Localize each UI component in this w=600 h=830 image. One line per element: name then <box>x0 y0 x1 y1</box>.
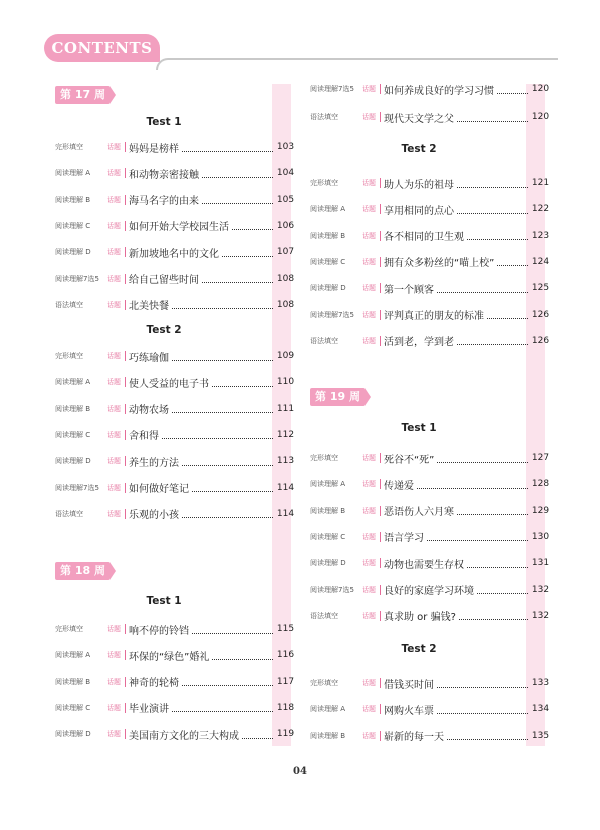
tag-divider <box>380 731 381 741</box>
section-type: 阅读理解 C <box>55 703 91 712</box>
section-type: 阅读理解 A <box>310 705 346 714</box>
section-type: 语法填空 <box>310 336 338 345</box>
page-number: 04 <box>293 766 307 777</box>
toc-row[interactable] <box>55 348 295 364</box>
entry-page: 132 <box>531 584 550 595</box>
tag-divider <box>125 456 126 466</box>
topic-tag: 话题 <box>107 352 121 360</box>
entry-title: 舍和得 <box>129 431 159 443</box>
section-type: 阅读理解 A <box>310 205 346 214</box>
section-type: 阅读理解 C <box>55 221 91 230</box>
entry-title: 拥有众多粉丝的“喵上校” <box>384 258 495 270</box>
tag-divider <box>380 178 381 188</box>
section-type: 阅读理解 B <box>310 506 346 515</box>
toc-row[interactable] <box>55 271 295 287</box>
test-heading: Test 1 <box>401 422 437 434</box>
dot-leader <box>459 611 528 620</box>
dot-leader <box>182 143 273 152</box>
tag-divider <box>380 532 381 542</box>
section-type: 阅读理解 B <box>310 731 346 740</box>
topic-tag: 话题 <box>362 532 376 541</box>
toc-row[interactable] <box>55 480 295 496</box>
tag-divider <box>380 310 381 320</box>
toc-row[interactable] <box>310 728 550 744</box>
topic-tag: 话题 <box>107 169 121 178</box>
tag-divider <box>380 506 381 516</box>
section-type: 完形填空 <box>310 179 338 187</box>
entry-page: 126 <box>531 309 550 320</box>
section-type: 完形填空 <box>55 352 83 360</box>
dot-leader <box>172 300 273 309</box>
entry-page: 110 <box>276 377 295 388</box>
dot-leader <box>437 284 528 293</box>
toc-row[interactable] <box>55 297 295 313</box>
toc-row[interactable] <box>55 244 295 260</box>
tag-divider <box>125 274 126 284</box>
section-type: 完形填空 <box>55 625 83 633</box>
entry-page: 103 <box>276 142 295 152</box>
entry-page: 128 <box>531 479 550 490</box>
topic-tag: 话题 <box>107 651 121 660</box>
section-type: 语法填空 <box>55 509 83 518</box>
topic-tag: 话题 <box>362 611 376 620</box>
entry-title: 动物农场 <box>129 405 169 417</box>
entry-page: 129 <box>531 505 550 516</box>
dot-leader <box>242 730 273 739</box>
dot-leader <box>457 506 528 515</box>
entry-page: 114 <box>276 508 295 519</box>
toc-row[interactable] <box>310 109 550 125</box>
dot-leader <box>222 248 273 257</box>
topic-tag: 话题 <box>362 679 376 687</box>
toc-row[interactable] <box>310 307 550 323</box>
entry-page: 119 <box>276 729 295 740</box>
dot-leader <box>487 310 528 319</box>
entry-page: 126 <box>531 335 550 346</box>
topic-tag: 话题 <box>362 506 376 515</box>
entry-title: 妈妈是榜样 <box>129 143 179 155</box>
toc-row[interactable] <box>55 427 295 443</box>
entry-page: 120 <box>531 112 550 122</box>
test-heading: Test 1 <box>146 595 182 607</box>
dot-leader <box>192 625 273 634</box>
topic-tag: 话题 <box>362 85 376 93</box>
entry-page: 116 <box>276 650 295 661</box>
topic-tag: 话题 <box>362 705 376 714</box>
dot-leader <box>202 169 273 178</box>
entry-title: 良好的家庭学习环境 <box>384 586 474 597</box>
entry-page: 124 <box>531 256 550 267</box>
toc-row[interactable] <box>55 726 295 742</box>
dot-leader <box>192 483 273 492</box>
entry-page: 106 <box>276 220 295 231</box>
entry-page: 131 <box>531 558 550 569</box>
test-heading: Test 2 <box>401 643 437 655</box>
entry-title: 如何做好笔记 <box>129 484 189 495</box>
entry-page: 123 <box>531 230 550 241</box>
tag-divider <box>125 729 126 739</box>
toc-row[interactable] <box>310 81 550 97</box>
entry-title: 崭新的每一天 <box>384 732 444 744</box>
toc-row[interactable] <box>55 139 295 155</box>
tag-divider <box>125 300 126 310</box>
section-type: 阅读理解 D <box>55 248 91 257</box>
entry-page: 125 <box>531 283 550 294</box>
toc-row[interactable] <box>55 674 295 690</box>
topic-tag: 话题 <box>362 559 376 568</box>
dot-leader <box>202 195 273 204</box>
dot-leader <box>457 179 528 188</box>
topic-tag: 话题 <box>107 378 121 387</box>
entry-title: 恶语伤人六月寒 <box>384 507 454 519</box>
toc-row[interactable] <box>310 280 550 296</box>
toc-row[interactable] <box>310 503 550 519</box>
entry-title: 北美快餐 <box>129 301 169 313</box>
entry-title: 各不相同的卫生观 <box>384 232 464 244</box>
tag-divider <box>380 585 381 595</box>
entry-title: 养生的方法 <box>129 457 179 469</box>
section-type: 阅读理解7选5 <box>310 85 354 93</box>
dot-leader <box>427 532 528 541</box>
entry-page: 112 <box>276 429 295 440</box>
section-type: 完形填空 <box>310 679 338 687</box>
dot-leader <box>172 404 273 413</box>
topic-tag: 话题 <box>362 257 376 266</box>
week-label: 第 17 周 <box>55 86 110 104</box>
section-type: 完形填空 <box>310 454 338 462</box>
toc-row[interactable] <box>55 506 295 522</box>
tag-divider <box>380 283 381 293</box>
topic-tag: 话题 <box>362 454 376 462</box>
dot-leader <box>437 705 528 714</box>
tag-divider <box>380 84 381 94</box>
entry-title: 评判真正的朋友的标准 <box>384 311 484 322</box>
tag-divider <box>380 257 381 267</box>
toc-row[interactable] <box>310 450 550 466</box>
section-type: 语法填空 <box>310 113 338 121</box>
tag-divider <box>125 703 126 713</box>
topic-tag: 话题 <box>362 336 376 345</box>
toc-row[interactable] <box>310 529 550 545</box>
topic-tag: 话题 <box>107 483 121 492</box>
entry-title: 传递爱 <box>384 480 414 492</box>
tag-divider <box>380 112 381 122</box>
entry-page: 132 <box>531 610 550 621</box>
dot-leader <box>202 274 273 283</box>
section-type: 阅读理解 C <box>55 430 91 439</box>
section-type: 阅读理解 A <box>55 169 91 178</box>
entry-title: 借钱买时间 <box>384 679 434 691</box>
toc-row[interactable] <box>55 192 295 208</box>
dot-leader <box>467 231 528 240</box>
dot-leader <box>172 352 273 361</box>
entry-page: 109 <box>276 351 295 361</box>
section-type: 阅读理解 D <box>310 284 346 293</box>
topic-tag: 话题 <box>362 284 376 293</box>
section-type: 完形填空 <box>55 143 83 151</box>
entry-title: 毕业演讲 <box>129 704 169 716</box>
tag-divider <box>380 704 381 714</box>
entry-title: 死谷不“死” <box>384 454 435 466</box>
topic-tag: 话题 <box>362 205 376 214</box>
entry-page: 107 <box>276 247 295 258</box>
topic-tag: 话题 <box>107 300 121 309</box>
entry-title: 活到老，学到老 <box>384 337 454 349</box>
entry-page: 114 <box>276 482 295 493</box>
entry-page: 115 <box>276 624 295 634</box>
toc-row[interactable] <box>310 675 550 691</box>
tag-divider <box>380 611 381 621</box>
section-type: 阅读理解 A <box>55 651 91 660</box>
section-type: 阅读理解 B <box>310 231 346 240</box>
test-heading: Test 2 <box>401 143 437 155</box>
entry-title: 神奇的轮椅 <box>129 678 179 690</box>
tag-divider <box>125 351 126 361</box>
toc-row[interactable] <box>310 582 550 598</box>
test-heading: Test 2 <box>146 324 182 336</box>
dot-leader <box>212 378 273 387</box>
section-type: 语法填空 <box>55 300 83 309</box>
dot-leader <box>497 257 528 266</box>
dot-leader <box>477 585 528 594</box>
entry-title: 乐观的小孩 <box>129 510 179 522</box>
entry-page: 118 <box>276 702 295 713</box>
dot-leader <box>447 731 528 740</box>
tag-divider <box>125 404 126 414</box>
entry-title: 给自己留些时间 <box>129 275 199 286</box>
entry-page: 135 <box>531 730 550 741</box>
week-label: 第 19 周 <box>310 388 365 406</box>
dot-leader <box>437 679 528 688</box>
section-type: 阅读理解7选5 <box>55 274 99 283</box>
topic-tag: 话题 <box>362 731 376 740</box>
toc-row[interactable] <box>55 401 295 417</box>
entry-title: 使人受益的电子书 <box>129 378 209 390</box>
entry-title: 和动物亲密接触 <box>129 169 199 181</box>
toc-row[interactable] <box>310 175 550 191</box>
entry-page: 121 <box>531 178 550 188</box>
tag-divider <box>125 195 126 205</box>
entry-title: 语言学习 <box>384 533 424 545</box>
tag-divider <box>125 247 126 257</box>
tag-divider <box>125 430 126 440</box>
section-type: 阅读理解 A <box>55 378 91 387</box>
topic-tag: 话题 <box>107 143 121 151</box>
dot-leader <box>457 113 528 122</box>
entry-page: 105 <box>276 194 295 205</box>
entry-page: 122 <box>531 204 550 215</box>
dot-leader <box>467 559 528 568</box>
entry-title: 巧练瑜伽 <box>129 352 169 364</box>
contents-title <box>44 34 160 62</box>
tag-divider <box>380 336 381 346</box>
topic-tag: 话题 <box>107 248 121 257</box>
entry-title: 响不停的铃铛 <box>129 625 189 637</box>
entry-title: 享用相同的点心 <box>384 205 454 217</box>
tag-divider <box>380 204 381 214</box>
section-type: 阅读理解 B <box>55 195 91 204</box>
dot-leader <box>182 677 273 686</box>
entry-title: 海马名字的由来 <box>129 196 199 208</box>
toc-row[interactable] <box>310 254 550 270</box>
topic-tag: 话题 <box>107 457 121 466</box>
tag-divider <box>380 453 381 463</box>
topic-tag: 话题 <box>362 480 376 489</box>
dot-leader <box>182 457 273 466</box>
test-heading: Test 1 <box>146 116 182 128</box>
dot-leader <box>417 480 528 489</box>
topic-tag: 话题 <box>362 585 376 594</box>
entry-title: 如何开始大学校园生活 <box>129 222 229 234</box>
topic-tag: 话题 <box>107 625 121 633</box>
entry-page: 120 <box>531 84 550 94</box>
dot-leader <box>162 430 273 439</box>
toc-row[interactable] <box>55 621 295 637</box>
toc-row[interactable] <box>55 647 295 663</box>
topic-tag: 话题 <box>107 677 121 686</box>
tag-divider <box>125 483 126 493</box>
topic-tag: 话题 <box>107 730 121 739</box>
toc-row[interactable] <box>55 700 295 716</box>
entry-title: 助人为乐的祖母 <box>384 179 454 191</box>
contents-title-text: CONTENTS <box>51 39 153 57</box>
section-type: 阅读理解 D <box>55 457 91 466</box>
entry-title: 如何养成良好的学习习惯 <box>384 85 494 97</box>
entry-title: 第一个顾客 <box>384 284 434 296</box>
toc-row[interactable] <box>55 453 295 469</box>
dot-leader <box>437 454 528 463</box>
dot-leader <box>457 205 528 214</box>
tag-divider <box>125 377 126 387</box>
toc-row[interactable] <box>55 165 295 181</box>
toc-row[interactable] <box>310 555 550 571</box>
entry-title: 美国南方文化的三大构成 <box>129 730 239 742</box>
entry-page: 134 <box>531 704 550 715</box>
entry-title: 环保的“绿色”婚礼 <box>129 651 210 663</box>
topic-tag: 话题 <box>362 310 376 319</box>
topic-tag: 话题 <box>107 430 121 439</box>
tag-divider <box>125 650 126 660</box>
section-type: 阅读理解 B <box>55 404 91 413</box>
section-type: 阅读理解 D <box>310 559 346 568</box>
topic-tag: 话题 <box>362 113 376 121</box>
tag-divider <box>380 231 381 241</box>
section-type: 阅读理解 A <box>310 480 346 489</box>
header-divider <box>156 58 558 70</box>
entry-page: 113 <box>276 456 295 467</box>
dot-leader <box>172 703 273 712</box>
section-type: 阅读理解7选5 <box>310 310 354 319</box>
section-type: 阅读理解 C <box>310 257 346 266</box>
entry-page: 108 <box>276 273 295 284</box>
toc-row[interactable] <box>310 476 550 492</box>
dot-leader <box>232 221 273 230</box>
entry-title: 动物也需要生存权 <box>384 559 464 571</box>
tag-divider <box>125 624 126 634</box>
toc-row[interactable] <box>55 374 295 390</box>
topic-tag: 话题 <box>107 703 121 712</box>
tag-divider <box>380 558 381 568</box>
tag-divider <box>380 479 381 489</box>
entry-page: 117 <box>276 676 295 687</box>
dot-leader <box>212 651 273 660</box>
entry-page: 111 <box>276 403 295 414</box>
toc-row[interactable] <box>310 608 550 624</box>
section-type: 阅读理解 B <box>55 677 91 686</box>
section-type: 阅读理解7选5 <box>310 585 354 594</box>
topic-tag: 话题 <box>362 231 376 240</box>
topic-tag: 话题 <box>107 404 121 413</box>
toc-row[interactable] <box>310 701 550 717</box>
entry-page: 104 <box>276 168 295 179</box>
section-type: 阅读理解7选5 <box>55 483 99 492</box>
entry-title: 网购火车票 <box>384 705 434 717</box>
dot-leader <box>457 336 528 345</box>
tag-divider <box>125 677 126 687</box>
entry-page: 108 <box>276 299 295 310</box>
dot-leader <box>497 85 528 94</box>
toc-row[interactable] <box>310 333 550 349</box>
dot-leader <box>182 509 273 518</box>
tag-divider <box>125 142 126 152</box>
tag-divider <box>125 509 126 519</box>
toc-row[interactable] <box>55 218 295 234</box>
section-type: 语法填空 <box>310 611 338 620</box>
entry-title: 新加坡地名中的文化 <box>129 248 219 260</box>
entry-title: 现代天文学之父 <box>384 113 454 125</box>
tag-divider <box>380 678 381 688</box>
entry-page: 133 <box>531 678 550 688</box>
topic-tag: 话题 <box>107 509 121 518</box>
toc-row[interactable] <box>310 201 550 217</box>
topic-tag: 话题 <box>362 179 376 187</box>
toc-row[interactable] <box>310 228 550 244</box>
topic-tag: 话题 <box>107 274 121 283</box>
topic-tag: 话题 <box>107 221 121 230</box>
entry-title: 真求助 or 骗钱? <box>384 612 456 624</box>
tag-divider <box>125 168 126 178</box>
entry-page: 127 <box>531 453 550 463</box>
section-type: 阅读理解 D <box>55 730 91 739</box>
section-type: 阅读理解 C <box>310 532 346 541</box>
tag-divider <box>125 221 126 231</box>
week-label: 第 18 周 <box>55 562 110 580</box>
entry-page: 130 <box>531 531 550 542</box>
topic-tag: 话题 <box>107 195 121 204</box>
